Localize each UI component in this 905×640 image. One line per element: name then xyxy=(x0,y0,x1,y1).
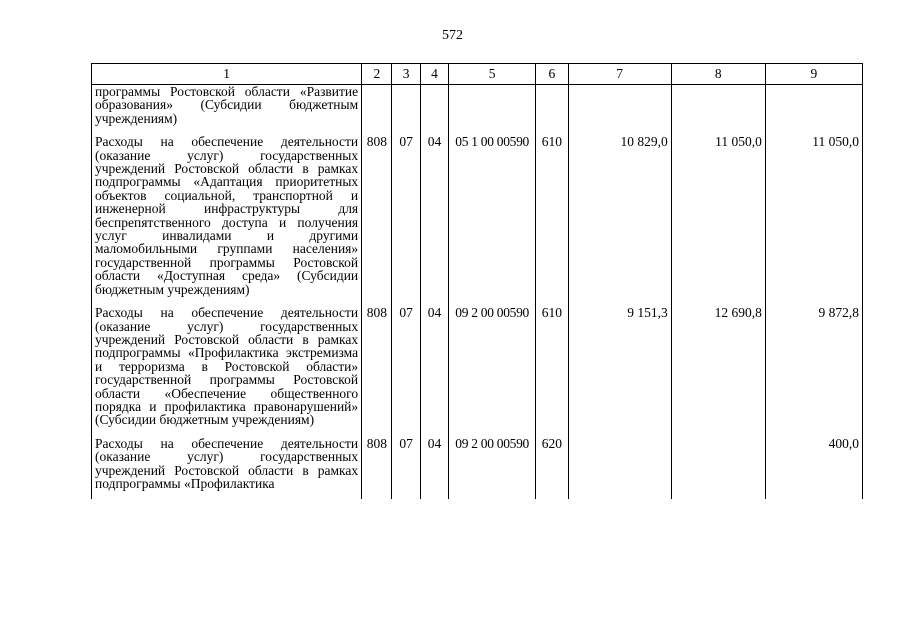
table-row xyxy=(92,436,863,500)
cell-col3: 07 xyxy=(392,134,420,305)
cell-col2: 808 xyxy=(362,134,392,305)
cell-col7: 9 151,3 xyxy=(568,305,671,436)
cell-col7: 10 829,0 xyxy=(568,134,671,305)
row-description: Расходы на обеспечение деятельности (оказание услуг) государственных учреждений Ростовской области в рамках подпрограммы «Адаптация приоритетных объектов социальной, транспортной и инженерной инфраструктуры для беспрепятственного доступа и получения услуг инвалидами и другими маломобильными группами населения» государственной программы Ростовской области «Доступная среда» (Субсидии бюджетным учреждениям) xyxy=(92,134,362,305)
column-header-4: 4 xyxy=(420,64,448,85)
table-row xyxy=(92,134,863,305)
cell-col8 xyxy=(671,436,765,500)
cell-col4: 04 xyxy=(420,134,448,305)
cell-col3 xyxy=(392,85,420,135)
cell-col5: 09 2 00 00590 xyxy=(449,305,536,436)
column-header-8: 8 xyxy=(671,64,765,85)
row-description: Расходы на обеспечение деятельности (оказание услуг) государственных учреждений Ростовской области в рамках подпрограммы «Профилактика xyxy=(92,436,362,500)
column-header-3: 3 xyxy=(392,64,420,85)
cell-col4: 04 xyxy=(420,436,448,500)
cell-col2 xyxy=(362,85,392,135)
column-header-9: 9 xyxy=(765,64,862,85)
cell-col7 xyxy=(568,436,671,500)
column-header-5: 5 xyxy=(449,64,536,85)
cell-col4 xyxy=(420,85,448,135)
cell-col9: 11 050,0 xyxy=(765,134,862,305)
cell-col6: 610 xyxy=(536,134,568,305)
table-row xyxy=(92,85,863,135)
table-row xyxy=(92,305,863,436)
cell-col3: 07 xyxy=(392,305,420,436)
cell-col8: 11 050,0 xyxy=(671,134,765,305)
cell-col4: 04 xyxy=(420,305,448,436)
cell-col5: 09 2 00 00590 xyxy=(449,436,536,500)
cell-col7 xyxy=(568,85,671,135)
cell-col2: 808 xyxy=(362,305,392,436)
row-description: Расходы на обеспечение деятельности (оказание услуг) государственных учреждений Ростовской области в рамках подпрограммы «Профилактика экстремизма и терроризма в Ростовской области» государственной программы Ростовской области «Обеспечение общественного порядка и профилактика правонарушений» (Субсидии бюджетным учреждениям) xyxy=(92,305,362,436)
row-description: программы Ростовской области «Развитие образования» (Субсидии бюджетным учреждениям) xyxy=(92,85,362,135)
cell-col6 xyxy=(536,85,568,135)
cell-col2: 808 xyxy=(362,436,392,500)
cell-col9 xyxy=(765,85,862,135)
cell-col5 xyxy=(449,85,536,135)
cell-col3: 07 xyxy=(392,436,420,500)
column-header-6: 6 xyxy=(536,64,568,85)
cell-col9: 400,0 xyxy=(765,436,862,500)
cell-col8 xyxy=(671,85,765,135)
column-header-1: 1 xyxy=(92,64,362,85)
column-header-7: 7 xyxy=(568,64,671,85)
cell-col9: 9 872,8 xyxy=(765,305,862,436)
cell-col6: 610 xyxy=(536,305,568,436)
cell-col8: 12 690,8 xyxy=(671,305,765,436)
page-number: 572 xyxy=(442,28,463,43)
cell-col5: 05 1 00 00590 xyxy=(449,134,536,305)
table-header-row xyxy=(92,64,863,85)
cell-col6: 620 xyxy=(536,436,568,500)
column-header-2: 2 xyxy=(362,64,392,85)
budget-table xyxy=(91,63,863,499)
